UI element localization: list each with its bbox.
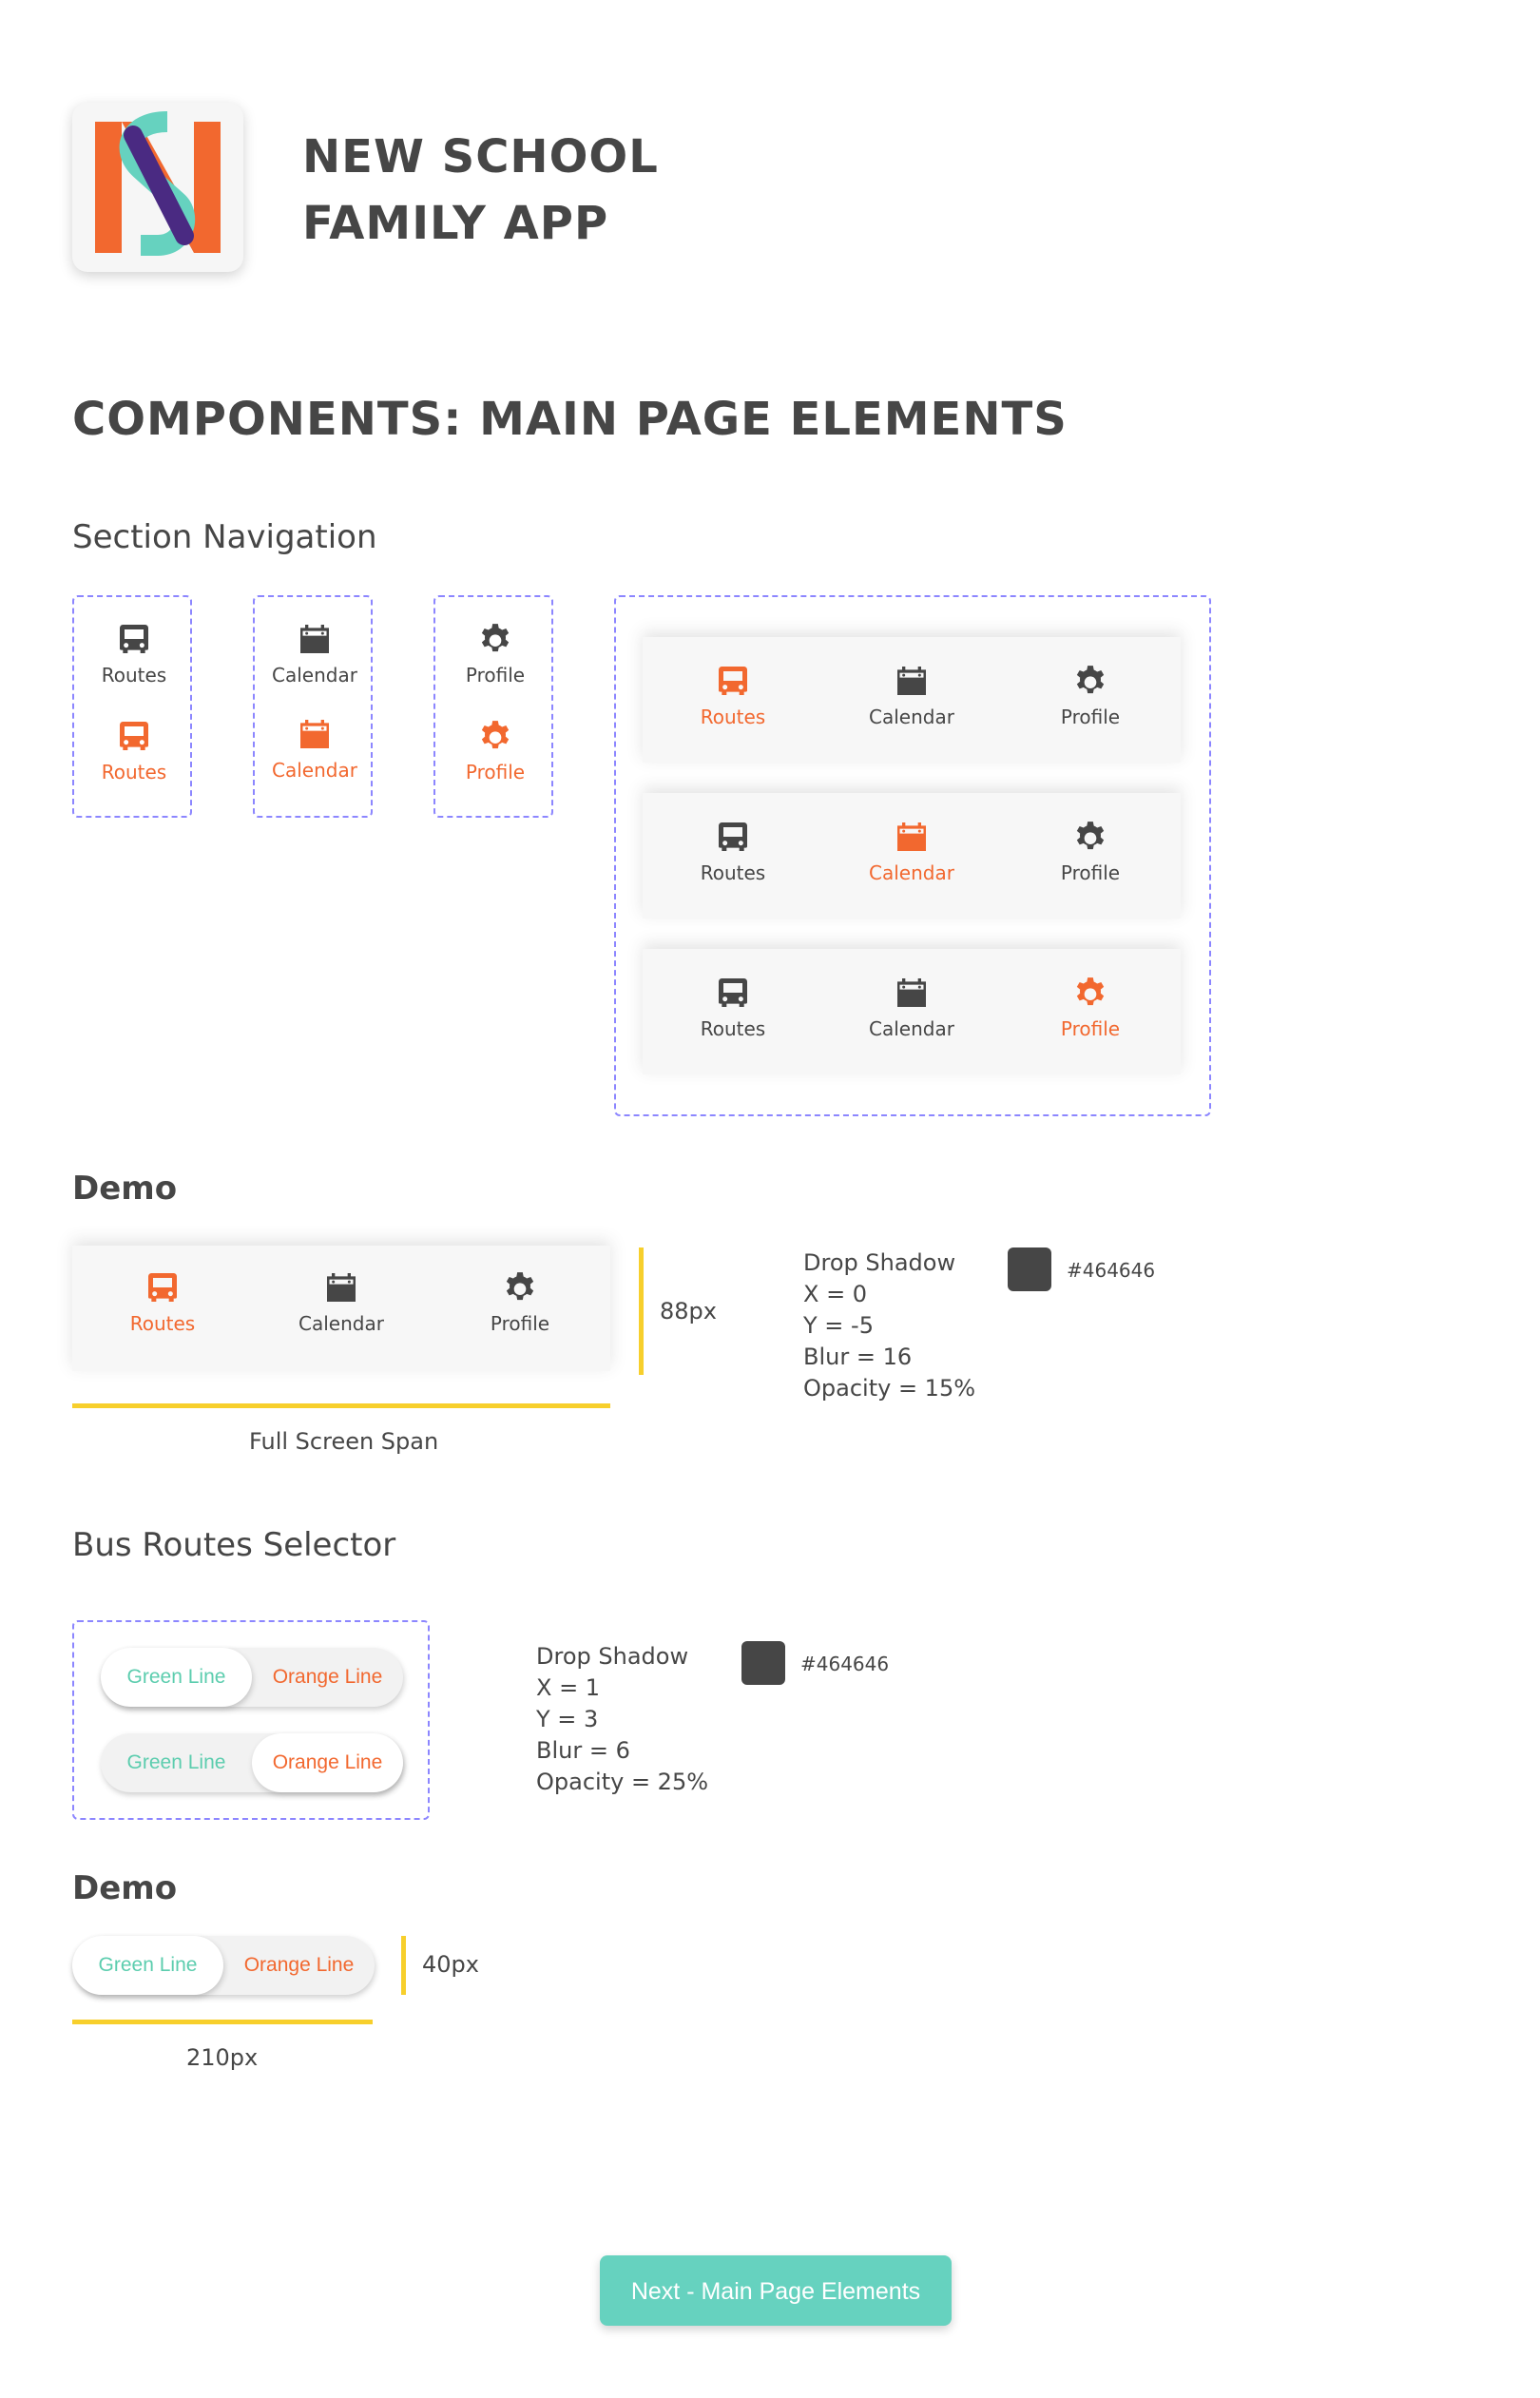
nav-item-label: Calendar xyxy=(272,664,357,687)
tab-label: Routes xyxy=(129,1312,196,1335)
option-orange-line[interactable]: Orange Line xyxy=(272,1751,383,1773)
nav-item-states-profile xyxy=(433,595,553,818)
width-guide xyxy=(72,2020,373,2024)
color-swatch xyxy=(741,1641,785,1685)
tab-label: Calendar xyxy=(869,1017,954,1040)
shadow-y: Y = 3 xyxy=(536,1706,599,1732)
color-hex: #464646 xyxy=(800,1653,890,1675)
tab-label: Calendar xyxy=(869,861,954,884)
app-title-line2: FAMILY APP xyxy=(302,197,609,250)
shadow-opacity: Opacity = 25% xyxy=(536,1769,709,1795)
nav-item-states-routes xyxy=(72,595,192,818)
tab-profile[interactable] xyxy=(1000,974,1181,1040)
color-hex: #464646 xyxy=(1067,1259,1156,1282)
tab-label: Calendar xyxy=(298,1312,384,1335)
nav-bar-profile-active xyxy=(643,949,1181,1074)
width-guide xyxy=(72,1403,610,1408)
tab-label: Routes xyxy=(700,1017,766,1040)
calendar-icon xyxy=(296,620,334,658)
nav-item-label: Calendar xyxy=(272,759,357,782)
gear-icon xyxy=(1071,818,1109,856)
tab-routes[interactable] xyxy=(643,662,823,728)
app-logo xyxy=(72,103,243,272)
shadow-title: Drop Shadow xyxy=(803,1249,956,1276)
nav-item-calendar-default[interactable] xyxy=(255,620,375,687)
section-navigation-heading: Section Navigation xyxy=(72,518,377,556)
nav-bar-calendar-active xyxy=(643,793,1181,919)
shadow-x: X = 1 xyxy=(536,1674,601,1701)
tab-calendar[interactable] xyxy=(821,818,1002,884)
tab-routes[interactable] xyxy=(72,1268,253,1335)
height-label: 88px xyxy=(660,1298,717,1325)
height-label: 40px xyxy=(422,1951,479,1978)
tab-label: Profile xyxy=(1060,861,1121,884)
shadow-y: Y = -5 xyxy=(803,1312,874,1339)
nav-item-label: Profile xyxy=(465,761,526,783)
shadow-blur: Blur = 16 xyxy=(803,1344,913,1370)
gear-icon xyxy=(476,620,514,658)
selector-shadow-spec xyxy=(536,1641,708,1798)
width-label: Full Screen Span xyxy=(249,1428,439,1455)
app-title xyxy=(302,124,659,257)
gear-icon xyxy=(1071,662,1109,700)
route-toggle-orange-selected[interactable] xyxy=(101,1733,403,1792)
height-guide xyxy=(401,1936,406,1995)
option-orange-line[interactable]: Orange Line xyxy=(272,1666,383,1688)
nav-item-calendar-active[interactable] xyxy=(255,715,375,782)
height-guide xyxy=(639,1247,644,1375)
tab-label: Routes xyxy=(700,861,766,884)
shadow-opacity: Opacity = 15% xyxy=(803,1375,976,1402)
bus-routes-selector-heading: Bus Routes Selector xyxy=(72,1526,396,1564)
nav-bar-demo xyxy=(72,1246,610,1371)
bus-icon xyxy=(714,818,752,856)
route-toggle-demo[interactable] xyxy=(72,1936,375,1995)
nav-item-profile-active[interactable] xyxy=(435,717,555,783)
nav-item-profile-default[interactable] xyxy=(435,620,555,687)
shadow-spec xyxy=(803,1247,975,1404)
shadow-x: X = 0 xyxy=(803,1281,868,1307)
calendar-icon xyxy=(296,715,334,753)
tab-routes[interactable] xyxy=(643,974,823,1040)
shadow-blur: Blur = 6 xyxy=(536,1737,630,1764)
bus-icon xyxy=(115,717,153,755)
bus-icon xyxy=(144,1268,182,1306)
calendar-icon xyxy=(893,974,931,1012)
width-label: 210px xyxy=(186,2044,259,2071)
selector-demo-heading: Demo xyxy=(72,1869,178,1907)
option-orange-line[interactable]: Orange Line xyxy=(243,1954,355,1976)
bus-icon xyxy=(714,662,752,700)
tab-calendar[interactable] xyxy=(821,974,1002,1040)
tab-routes[interactable] xyxy=(643,818,823,884)
tab-calendar[interactable] xyxy=(251,1268,432,1335)
nav-demo-heading: Demo xyxy=(72,1170,178,1208)
nav-bar-routes-active xyxy=(643,637,1181,763)
bus-icon xyxy=(714,974,752,1012)
tab-profile[interactable] xyxy=(1000,818,1181,884)
tab-label: Routes xyxy=(700,706,766,728)
color-swatch xyxy=(1008,1247,1051,1291)
nav-item-label: Profile xyxy=(465,664,526,687)
calendar-icon xyxy=(893,662,931,700)
tab-profile[interactable] xyxy=(430,1268,610,1335)
page-title: COMPONENTS: MAIN PAGE ELEMENTS xyxy=(72,393,1068,446)
shadow-title: Drop Shadow xyxy=(536,1643,689,1670)
bus-icon xyxy=(115,620,153,658)
tab-profile[interactable] xyxy=(1000,662,1181,728)
gear-icon xyxy=(501,1268,539,1306)
tab-label: Calendar xyxy=(869,706,954,728)
route-toggle-green-selected[interactable] xyxy=(101,1648,403,1707)
nav-item-label: Routes xyxy=(101,664,167,687)
app-title-line1: NEW SCHOOL xyxy=(302,130,659,184)
calendar-icon xyxy=(893,818,931,856)
option-green-line[interactable]: Green Line xyxy=(126,1666,226,1688)
tab-label: Profile xyxy=(1060,1017,1121,1040)
gear-icon xyxy=(1071,974,1109,1012)
tab-calendar[interactable] xyxy=(821,662,1002,728)
nav-item-routes-default[interactable] xyxy=(74,620,194,687)
gear-icon xyxy=(476,717,514,755)
option-green-line[interactable]: Green Line xyxy=(98,1954,198,1976)
nav-item-label: Routes xyxy=(101,761,167,783)
tab-label: Profile xyxy=(490,1312,550,1335)
tab-label: Profile xyxy=(1060,706,1121,728)
next-button[interactable]: Next - Main Page Elements xyxy=(600,2255,952,2326)
option-green-line[interactable]: Green Line xyxy=(126,1751,226,1773)
calendar-icon xyxy=(322,1268,360,1306)
nav-item-states-calendar xyxy=(253,595,373,818)
nav-item-routes-active[interactable] xyxy=(74,717,194,783)
